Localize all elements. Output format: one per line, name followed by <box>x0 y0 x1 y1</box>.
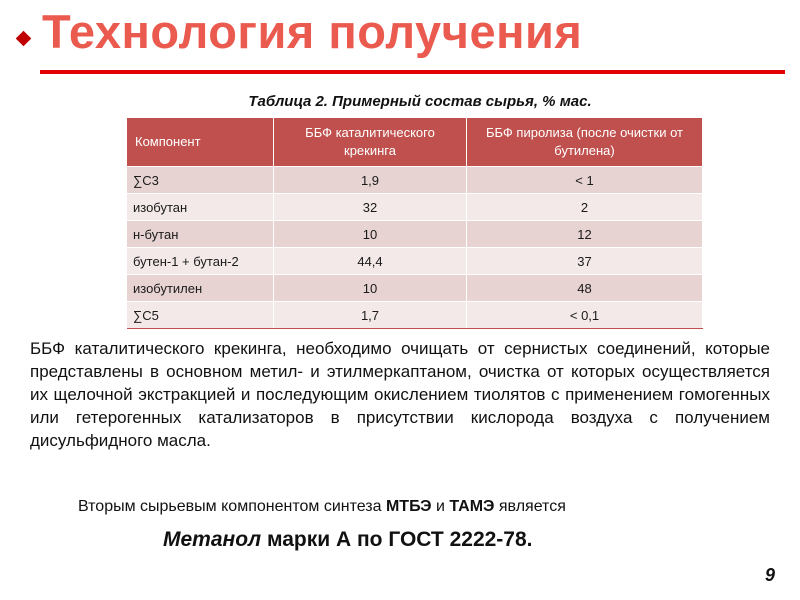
table-row <box>127 275 703 302</box>
second-component-prefix: Вторым сырьевым компонентом синтеза <box>78 498 382 515</box>
methanol-name: Метанол <box>163 528 262 551</box>
table-row <box>127 221 703 248</box>
component-cell: ∑С5 <box>127 302 274 329</box>
table-header-row <box>127 118 703 167</box>
component-cell: ∑С3 <box>127 167 274 194</box>
pyrolysis-value-cell: 12 <box>467 221 703 248</box>
title-underline <box>40 70 785 74</box>
table-row <box>127 302 703 329</box>
second-component-suffix: является <box>498 498 566 515</box>
component-cell: изобутилен <box>127 275 274 302</box>
slide-title: Технология получения <box>42 5 583 58</box>
component-cell: н-бутан <box>127 221 274 248</box>
catalytic-value-cell: 10 <box>274 275 467 302</box>
catalytic-value-cell: 10 <box>274 221 467 248</box>
catalytic-value-cell: 44,4 <box>274 248 467 275</box>
table-caption: Таблица 2. Примерный состав сырья, % мас. <box>248 93 592 110</box>
catalytic-value-cell: 1,9 <box>274 167 467 194</box>
header-component: Компонент <box>127 118 274 167</box>
tame-label: ТАМЭ <box>449 498 495 515</box>
pyrolysis-value-cell: 37 <box>467 248 703 275</box>
and-word: и <box>436 498 445 515</box>
diamond-bullet-icon <box>16 31 32 47</box>
catalytic-value-cell: 1,7 <box>274 302 467 329</box>
pyrolysis-value-cell: 2 <box>467 194 703 221</box>
page-number: 9 <box>765 565 776 585</box>
table-row <box>127 194 703 221</box>
pyrolysis-value-cell: 48 <box>467 275 703 302</box>
header-pyrolysis: ББФ пиролиза (после очистки от бутилена) <box>467 118 703 167</box>
mtbe-label: МТБЭ <box>385 498 432 515</box>
header-catalytic-cracking: ББФ каталитического крекинга <box>274 118 467 167</box>
methanol-line <box>163 528 533 552</box>
component-cell: изобутан <box>127 194 274 221</box>
second-component-line <box>78 498 566 516</box>
pyrolysis-value-cell: < 1 <box>467 167 703 194</box>
component-cell: бутен-1 + бутан-2 <box>127 248 274 275</box>
body-paragraph: ББФ каталитического крекинга, необходимо очищать от сернистых соединений, которые представлены в основном метил- и этилмеркаптаном, очистка от которых осуществляется их щелочной экстракцией и последующим окислением тиолятов с применением гомогенных или гетерогенных катализаторов в присутствии кислорода воздуха с получением дисульфидного масла. <box>30 339 770 450</box>
table-row <box>127 248 703 275</box>
catalytic-value-cell: 32 <box>274 194 467 221</box>
composition-table <box>127 118 703 329</box>
pyrolysis-value-cell: < 0,1 <box>467 302 703 329</box>
methanol-grade: марки А по ГОСТ 2222-78. <box>266 528 533 551</box>
table-row <box>127 167 703 194</box>
